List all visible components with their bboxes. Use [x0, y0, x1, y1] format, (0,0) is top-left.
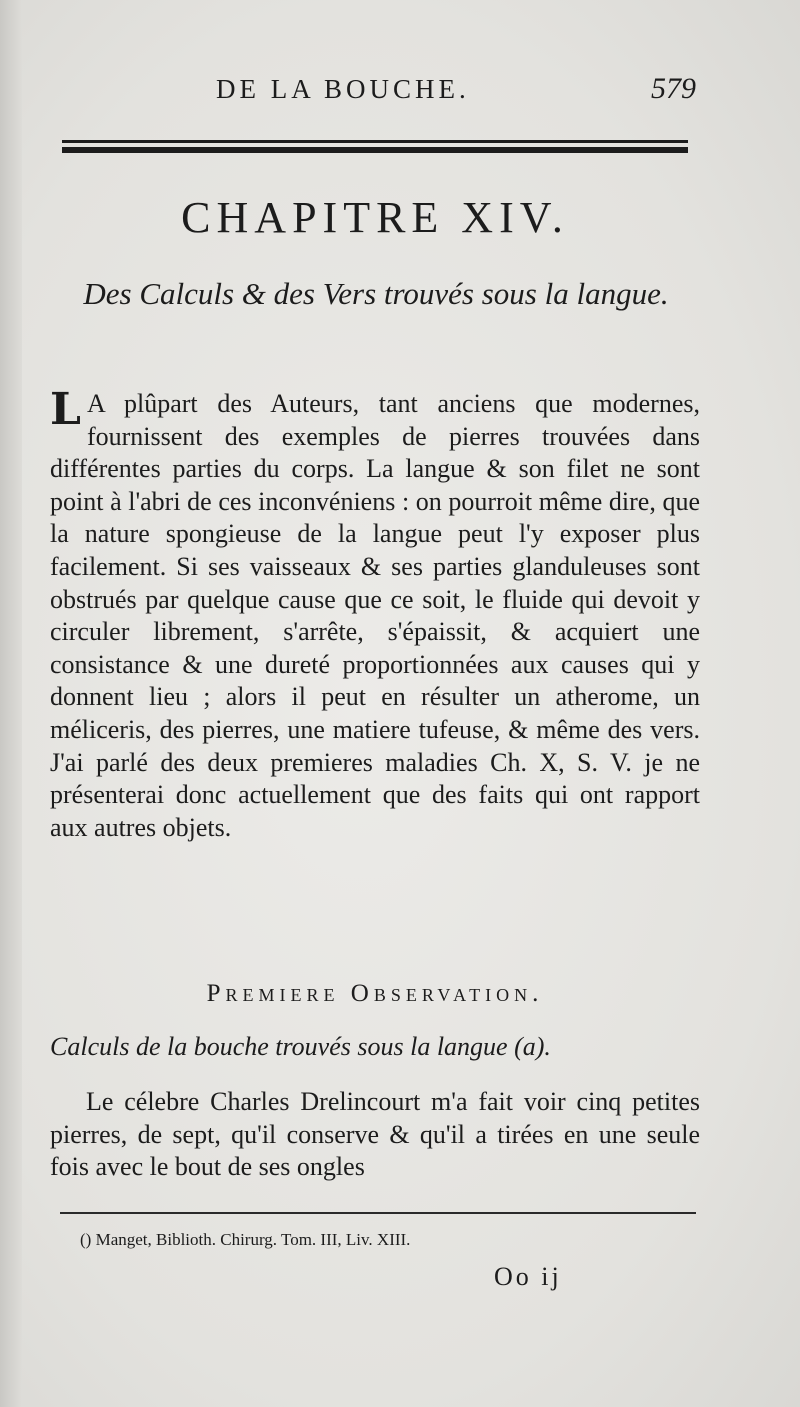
chapter-title: CHAPITRE XIV.	[181, 193, 569, 242]
observation-title: Premiere Observation.	[206, 980, 544, 1007]
drop-cap: L	[50, 384, 81, 435]
footnote: () Manget, Biblioth. Chirurg. Tom. III, Liv. XIII.	[80, 1230, 411, 1249]
observation-subtitle: Calculs de la bouche trouvés sous la langue (a).	[50, 1032, 551, 1061]
paragraph-1	[50, 384, 700, 844]
footnote-rule	[60, 1212, 696, 1214]
page-gutter-shadow	[0, 0, 22, 1407]
page-number: 579	[651, 72, 696, 105]
chapter-subtitle: Des Calculs & des Vers trouvés sous la langue.	[83, 276, 669, 311]
page-header	[216, 72, 696, 106]
signature-mark: Oo ij	[494, 1262, 562, 1291]
observation-text: Le célebre Charles Drelincourt m'a fait voir cinq petites pierres, de sept, qu'il conserve & qu'il a tirées en une seule fois avec le bout de ses ongles	[50, 1087, 700, 1182]
running-head: DE LA BOUCHE.	[216, 74, 470, 104]
paragraph-1-text: A plûpart des Auteurs, tant anciens que modernes, fournissent des exemples de pierres trouvées dans différentes parties du corps. La langue & son filet ne sont point à l'abri de ces inconvéniens : on pourroit même dire, que la nature spongieuse de la langue peut l'y exposer plus facilement. Si ses vaisseaux & ses parties glanduleuses sont obstrués par quelque cause que ce soit, le fluide qui devoit y circuler librement, s'arrête, s'épaissit, & acquiert une consistance & une dureté proportionnées aux causes qui y donnent lieu ; alors il peut en résulter un atherome, un méliceris, des pierres, une matiere tufeuse, & même des vers. J'ai parlé des deux premieres maladies Ch. X, S. V. je ne présenterai donc actuellement que des faits qui ont rapport aux autres objets.	[50, 389, 700, 842]
header-rule	[62, 140, 688, 153]
